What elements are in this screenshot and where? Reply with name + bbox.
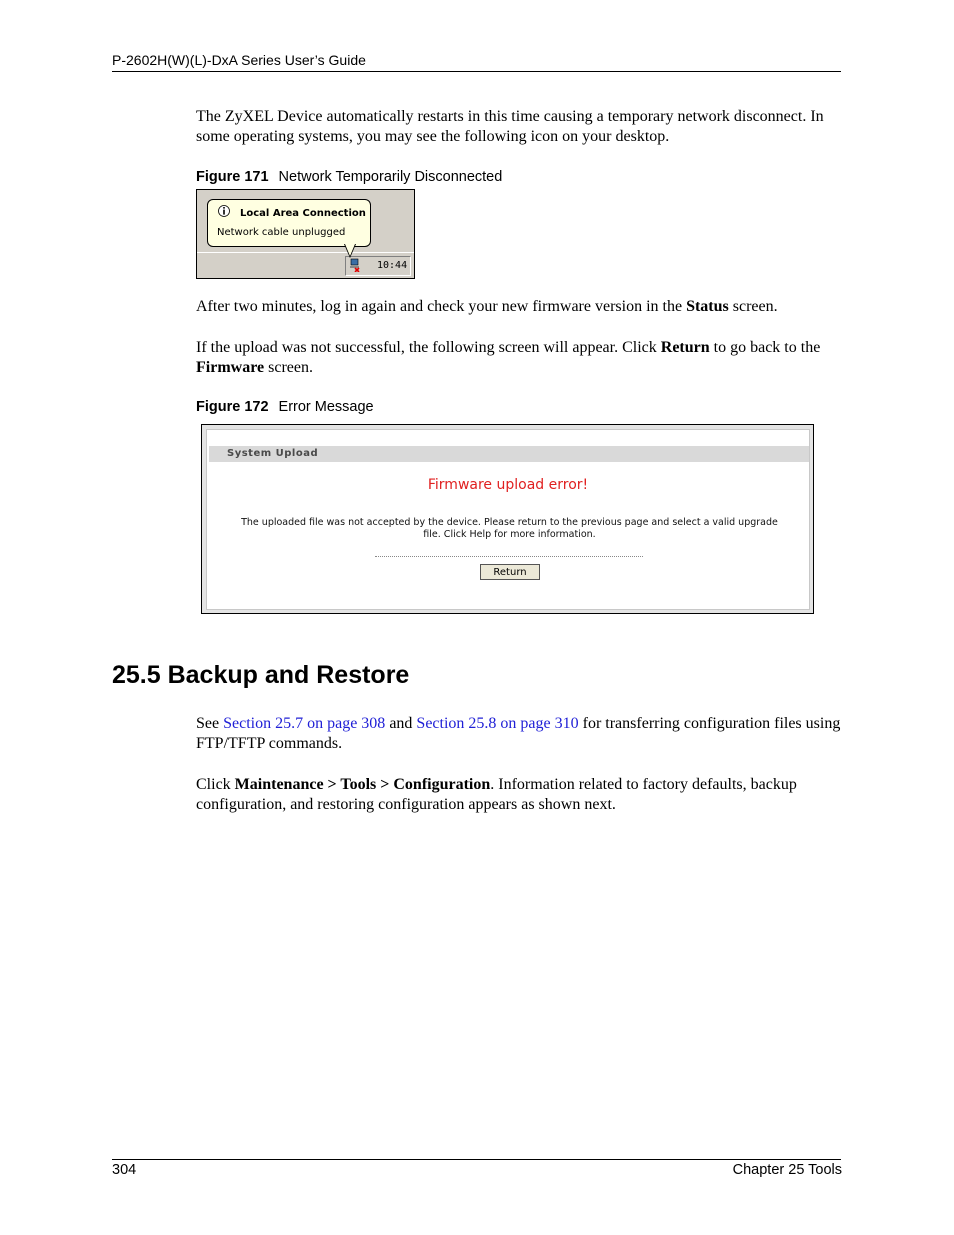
running-header: P-2602H(W)(L)-DxA Series User’s Guide [112, 52, 366, 68]
network-disconnected-icon[interactable] [349, 258, 361, 272]
text-run: screen. [728, 298, 778, 315]
dotted-divider [375, 556, 643, 557]
return-button[interactable]: Return [480, 564, 540, 580]
info-icon [218, 205, 230, 217]
upload-error-panel [206, 429, 810, 610]
section-heading: 25.5 Backup and Restore [112, 661, 410, 689]
figure-172-caption [196, 399, 374, 415]
text-run: for transferring configuration files using FTP/TFTP commands. [196, 715, 841, 752]
firmware-term: Firmware [196, 359, 265, 376]
taskbar-clock: 10:44 [377, 260, 408, 271]
error-detail: The uploaded file was not accepted by the device. Please return to the previous page and select a valid upgrade file. Click Help for more information. [241, 517, 778, 540]
section-title: System Upload [227, 448, 319, 459]
balloon-title: Local Area Connection [240, 208, 366, 219]
paragraph-restart: The ZyXEL Device automatically restarts in this time causing a temporary network disconnect. In some operating systems, you may see the following icon on your desktop. [196, 108, 824, 145]
balloon-message: Network cable unplugged [217, 227, 346, 238]
text-run: screen. [264, 359, 313, 376]
balloon-tail-fill [345, 244, 355, 256]
section-25-8-link[interactable]: Section 25.8 on page 310 [416, 715, 579, 732]
chapter-title: Chapter 25 Tools [732, 1162, 842, 1178]
text-run: After two minutes, log in again and check your new firmware version in the [196, 298, 687, 315]
text-run: See [196, 715, 224, 732]
header-divider [112, 71, 841, 72]
text-run: . Information related to factory defaults, backup configuration, and restoring configuration appears as shown next. [196, 776, 797, 813]
figure-171-screenshot [196, 189, 415, 279]
figure-171-title: Network Temporarily Disconnected [278, 169, 503, 185]
return-term: Return [660, 339, 710, 356]
paragraph-click-configuration [196, 775, 846, 815]
status-term: Status [686, 298, 729, 315]
text-run: If the upload was not successful, the following screen will appear. Click [196, 339, 661, 356]
footer-divider [112, 1159, 841, 1160]
menu-path: Maintenance > Tools > Configuration [234, 776, 491, 793]
paragraph-login-again [196, 297, 846, 317]
figure-172-title: Error Message [278, 399, 374, 415]
paragraph-upload-failed [196, 338, 846, 378]
figure-172-label: Figure 172 [196, 399, 269, 415]
figure-171-label: Figure 171 [196, 169, 269, 185]
section-25-7-link[interactable]: Section 25.7 on page 308 [223, 715, 386, 732]
figure-171-caption [196, 169, 502, 185]
text-run: Click [196, 776, 235, 793]
notification-balloon[interactable] [207, 199, 371, 247]
section-title-bar [209, 446, 809, 462]
figure-172-screenshot [201, 424, 814, 614]
error-title: Firmware upload error! [427, 477, 589, 493]
page-number: 304 [112, 1162, 137, 1178]
text-run: and [385, 715, 417, 732]
paragraph-see-sections [196, 714, 846, 754]
text-run: to go back to the [709, 339, 821, 356]
